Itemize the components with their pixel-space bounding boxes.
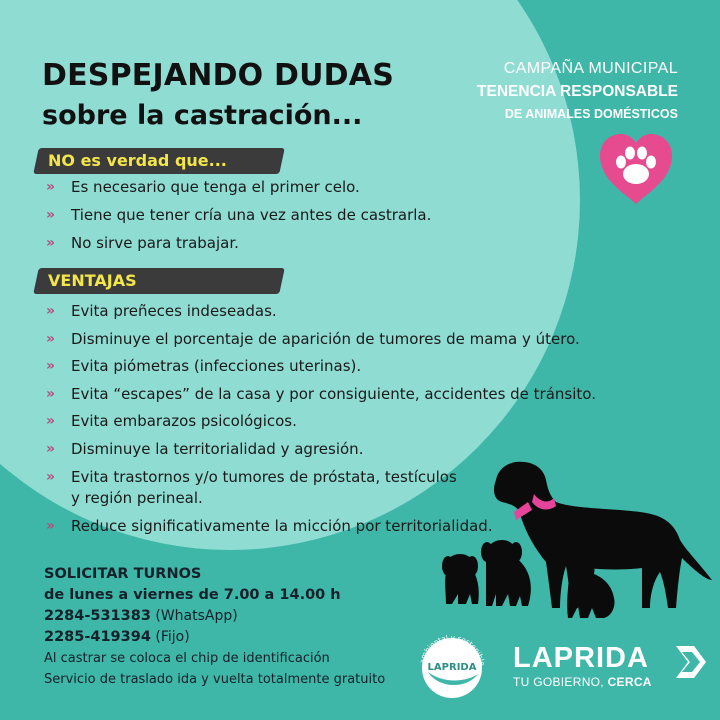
brand-tagline: TU GOBIERNO, CERCA <box>513 675 652 689</box>
ambiental-ring-text: ambiental y sostenible <box>417 632 487 667</box>
phone-landline-note: (Fijo) <box>150 629 190 645</box>
paw-heart-icon <box>596 130 676 208</box>
bullet-icon: » <box>46 207 56 223</box>
campaign-block <box>477 60 678 121</box>
bullet-icon: » <box>46 235 56 251</box>
dogs-illustration <box>436 450 720 620</box>
phone-landline[interactable]: 2285-419394 <box>44 629 151 645</box>
brand-name: LAPRIDA <box>513 642 649 674</box>
chevron-right-icon <box>672 642 708 682</box>
contact-phone-2-row <box>44 628 385 647</box>
campaign-line-1: CAMPAÑA MUNICIPAL <box>503 60 678 77</box>
title-line-2: sobre la castración... <box>42 100 363 131</box>
campaign-line-2: TENENCIA RESPONSABLE <box>477 83 678 100</box>
phone-whatsapp[interactable]: 2284-531383 <box>44 608 151 624</box>
bullet-icon: » <box>46 358 56 374</box>
leaf-logo-icon <box>414 628 490 704</box>
bullet-icon: » <box>46 331 56 347</box>
puppy-silhouette-icon <box>442 554 479 604</box>
campaign-line-3: DE ANIMALES DOMÉSTICOS <box>504 107 678 121</box>
bullet-icon: » <box>46 303 56 319</box>
puppy-silhouette-icon <box>481 540 531 606</box>
bullet-icon: » <box>46 441 56 457</box>
bullet-icon: » <box>46 386 56 402</box>
contact-block <box>44 565 385 689</box>
myths-heading: NO es verdad que... <box>48 151 227 170</box>
contact-phone-1-row <box>44 607 385 626</box>
advantages-heading: VENTAJAS <box>48 271 137 290</box>
contact-note-2: Servicio de traslado ida y vuelta totalmente gratuito <box>44 672 386 687</box>
laprida-brand <box>513 643 652 689</box>
contact-heading: SOLICITAR TURNOS <box>44 566 202 582</box>
title-line-1: DESPEJANDO DUDAS <box>42 58 395 93</box>
bullet-icon: » <box>46 413 56 429</box>
bullet-icon: » <box>46 469 56 485</box>
bullet-icon: » <box>46 518 56 534</box>
phone-whatsapp-note: (WhatsApp) <box>150 608 238 624</box>
contact-hours: de lunes a viernes de 7.00 a 14.00 h <box>44 587 341 603</box>
contact-note-1: Al castrar se coloca el chip de identificación <box>44 651 330 666</box>
bullet-icon: » <box>46 179 56 195</box>
ambiental-name: LAPRIDA <box>427 662 477 673</box>
poster: DESPEJANDO DUDAS sobre la castración... NO es verdad que... » Es necesario que tenga el primer celo. » Tiene que tener cría una vez antes de castrarla. » No sirve para trabajar. VENTAJAS » Evita preñeces indeseadas. » Disminuye el porcentaje de aparición de tumores de mama y útero. » Evita piómetras (infecciones uterinas). » Evita “escapes” de la casa y por consiguiente, accidentes de tránsito. » Evita embarazos psicológicos. » Disminuye la territorialidad y agresión. » Evita trastornos y/o tumores de próstata, testículos y región perineal. » Reduce significativamente la micción por territorialidad. CAMPAÑA MUNICIPAL TENENCIA RESPONSABLE DE ANIMALES DOMÉSTICOS SOLICITAR TURNOS de lunes a viernes de 7.00 a 14.00 h 2284-531383 (WhatsApp) 2285-419394 (Fijo) Al castrar se coloca el chip de identificación Servicio de traslado ida y vuelta totalmente gratuito ambiental y sostenible LAPRIDA LAPRIDA TU GOBIERNO, CERCA <box>0 0 720 720</box>
